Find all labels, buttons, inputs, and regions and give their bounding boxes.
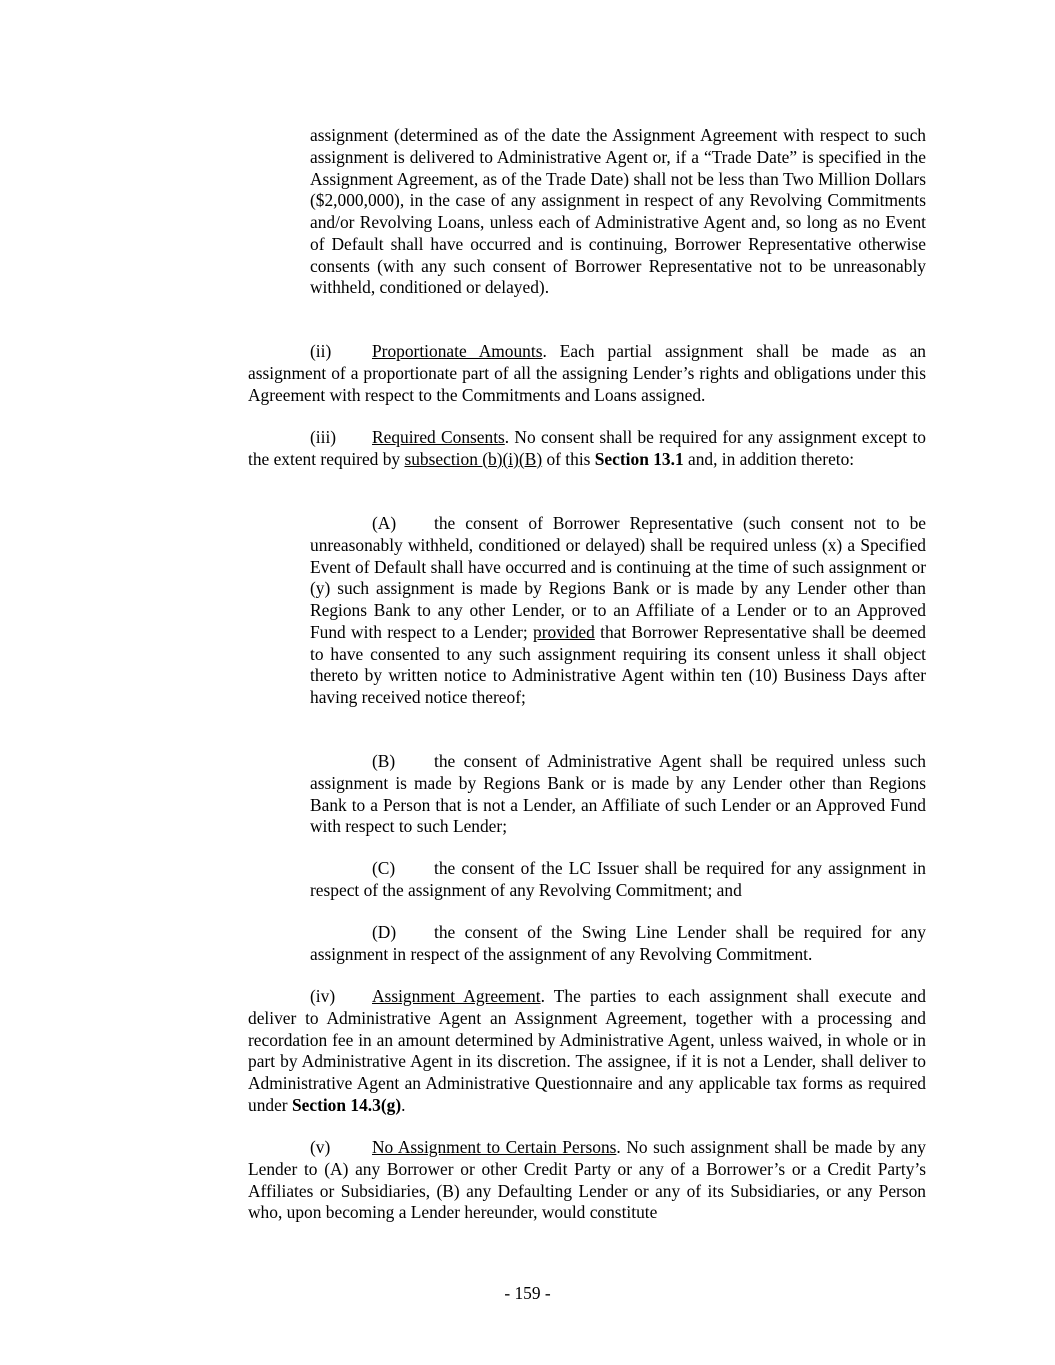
section-reference: Section 13.1: [594, 448, 684, 469]
paragraph-heading: Proportionate Amounts: [372, 341, 543, 361]
page-number: - 159 -: [504, 1283, 551, 1303]
paragraph-text: . No consent shall be required for any assignment except to the extent required by: [248, 427, 926, 469]
paragraph-v: [248, 1137, 926, 1224]
paragraph-number: (C): [372, 858, 396, 878]
cross-reference: subsection (b)(i)(B): [404, 448, 543, 469]
paragraph-heading: Assignment Agreement: [372, 986, 541, 1006]
paragraph-number: (ii): [310, 341, 332, 361]
paragraph-heading: No Assignment to Certain Persons: [372, 1137, 617, 1157]
paragraph-A: [310, 513, 926, 709]
paragraph-text: . Each partial assignment shall be made as an assignment of a proportionate part of all the assigning Lender’s rights and obligations under this Agreement with respect to the Commitments and Loans assigned.: [248, 341, 926, 405]
paragraph-D: [310, 922, 926, 966]
paragraph-ii: [248, 341, 926, 406]
paragraph-number: (B): [372, 751, 396, 771]
paragraph-text: the consent of the LC Issuer shall be required for any assignment in respect of the assignment of any Revolving Commitment; and: [310, 858, 926, 900]
paragraph-heading: Required Consents: [372, 427, 505, 447]
paragraph-iv: [248, 986, 926, 1117]
paragraph-iii: [248, 427, 926, 471]
paragraph-text: of this: [542, 448, 595, 469]
paragraph-text: . No such assignment shall be made by any Lender to (A) any Borrower or other Credit Party or any of a Borrower’s or a Credit Party’s Affiliates or Subsidiaries, (B) any Defaulting Lender or any of its Subsidiaries, or any Person who, upon becoming a Lender hereunder, would constitute: [248, 1137, 926, 1223]
paragraph-text: . The parties to each assignment shall execute and deliver to Administrative Agent an Assignment Agreement, together with a processing and recordation fee in an amount determined by Administrative Agent, unless waived, in whole or in part by Administrative Agent in its discretion. The assignee, if it is not a Lender, shall deliver to Administrative Agent an Administrative Questionnaire and any applicable tax forms as required under: [248, 986, 927, 1115]
paragraph-number: (iii): [310, 427, 337, 447]
paragraph-C: [310, 858, 926, 902]
paragraph-number: (D): [372, 922, 397, 942]
section-reference: Section 14.3(g): [291, 1094, 402, 1115]
provided-term: provided: [533, 621, 595, 642]
paragraph-number: (v): [310, 1137, 331, 1157]
paragraph-text: the consent of Administrative Agent shall be required unless such assignment is made by Regions Bank or is made by any Lender other than Regions Bank to a Person that is not a Lender, an Affiliate of such Lender or an Approved Fund with respect to such Lender;: [310, 751, 926, 837]
paragraph-text: .: [401, 1094, 406, 1115]
paragraph-text: the consent of the Swing Line Lender shall be required for any assignment in respect of the assignment of any Revolving Commitment.: [310, 922, 926, 964]
paragraph-number: (A): [372, 513, 397, 533]
paragraph-text: and, in addition thereto:: [683, 448, 855, 469]
paragraph-B: [310, 751, 926, 838]
paragraph-number: (iv): [310, 986, 336, 1006]
paragraph-continuation: assignment (determined as of the date the Assignment Agreement with respect to such assignment is delivered to Administrative Agent or, if a “Trade Date” is specified in the Assignment Agreement, as of the Trade Date) shall not be less than Two Million Dollars ($2,000,000), in the case of any assignment in respect of any Revolving Commitments and/or Revolving Loans, unless each of Administrative Agent and, so long as no Event of Default shall have occurred and is continuing, Borrower Representative otherwise consents (with any such consent of Borrower Representative not to be unreasonably withheld, conditioned or delayed).: [310, 125, 926, 298]
paragraph-text: the consent of Borrower Representative (such consent not to be unreasonably withheld, conditioned or delayed) shall be required unless (x) a Specified Event of Default shall have occurred and is continuing at the time of such assignment or (y) such assignment is made by Regions Bank or is made by any Lender other than Regions Bank to any other Lender, or to an Affiliate of a Lender or to an Approved Fund with respect to a Lender;: [310, 513, 926, 642]
paragraph-text: that Borrower Representative shall be deemed to have consented to any such assignment requiring its consent unless it shall object thereto by written notice to Administrative Agent within ten (10) Business Days after having received notice thereof;: [310, 621, 926, 707]
